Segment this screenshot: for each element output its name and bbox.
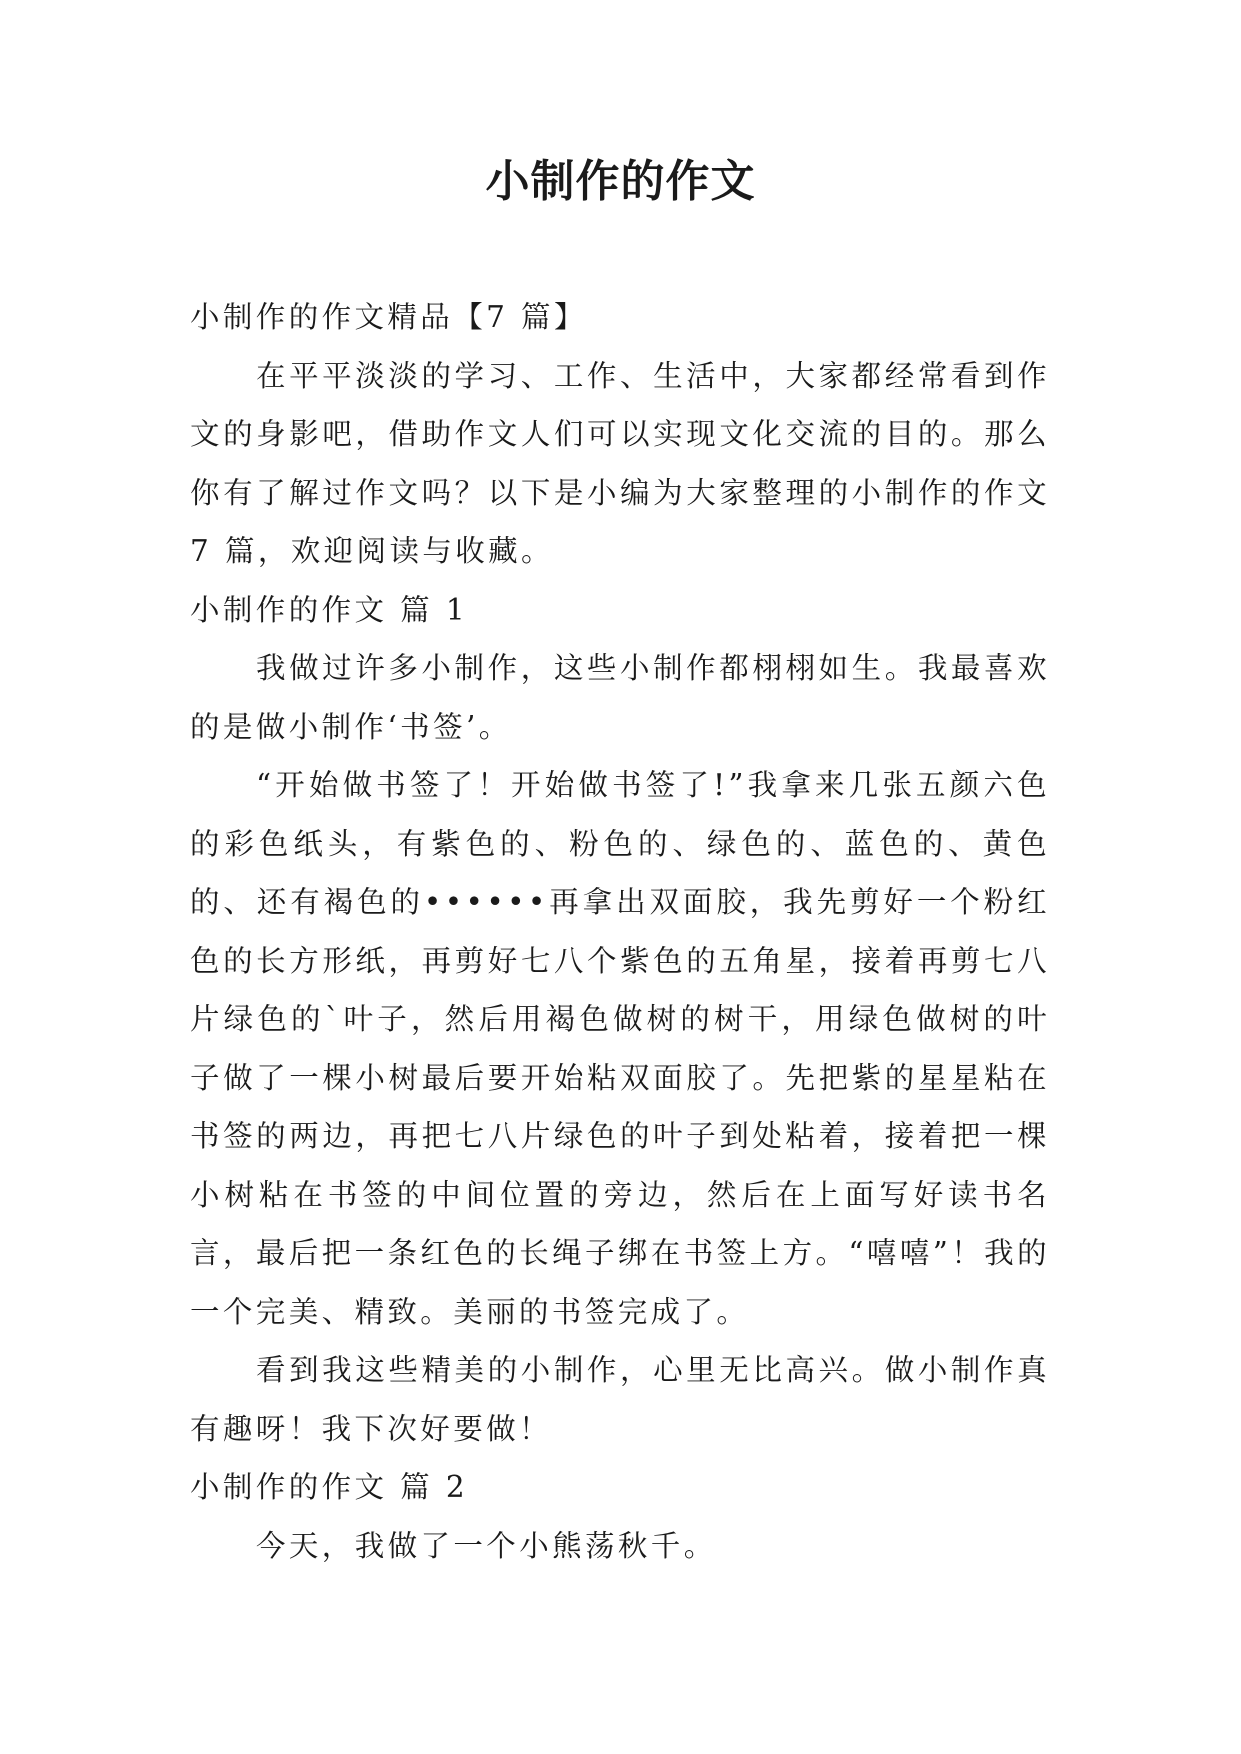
section-heading-2: 小制作的作文 篇 2 [190,1470,469,1504]
section1-paragraph-2: “开始做书签了！开始做书签了!”我拿来几张五颜六色的彩色纸头，有紫色的、粉色的、绿色的、蓝色的、黄色的、还有褐色的••••••再拿出双面胶，我先剪好一个粉红色的长方形纸，再剪好七八个紫色的五角星，接着再剪七八片绿色的`叶子，然后用褐色做树的树干，用绿色做树的叶子做了一棵小树最后要开始粘双面胶了。先把紫的星星粘在书签的两边，再把七八片绿色的叶子到处粘着，接着把一棵小树粘在书签的中间位置的旁边，然后在上面写好读书名言，最后把一条红色的长绳子绑在书签上方。“嘻嘻”！我的一个完美、精致。美丽的书签完成了。 [190,768,1050,1329]
document-body [190,288,1050,1575]
section-heading-1: 小制作的作文 篇 1 [190,592,469,627]
section1-paragraph-1: 我做过许多小制作，这些小制作都栩栩如生。我最喜欢的是做小制作‘书签’。 [190,651,1050,744]
section1-paragraph-3: 看到我这些精美的小制作，心里无比高兴。做小制作真有趣呀！我下次好要做！ [190,1353,1050,1446]
document-subtitle: 小制作的作文精品【7 篇】 [190,300,587,334]
intro-paragraph: 在平平淡淡的学习、工作、生活中，大家都经常看到作文的身影吧，借助作文人们可以实现文化交流的目的。那么你有了解过作文吗？以下是小编为大家整理的小制作的作文 7 篇，欢迎阅读与收藏。 [190,358,1050,568]
document-title: 小制作的作文 [485,156,756,207]
section2-paragraph-1: 今天，我做了一个小熊荡秋千。 [256,1528,717,1563]
